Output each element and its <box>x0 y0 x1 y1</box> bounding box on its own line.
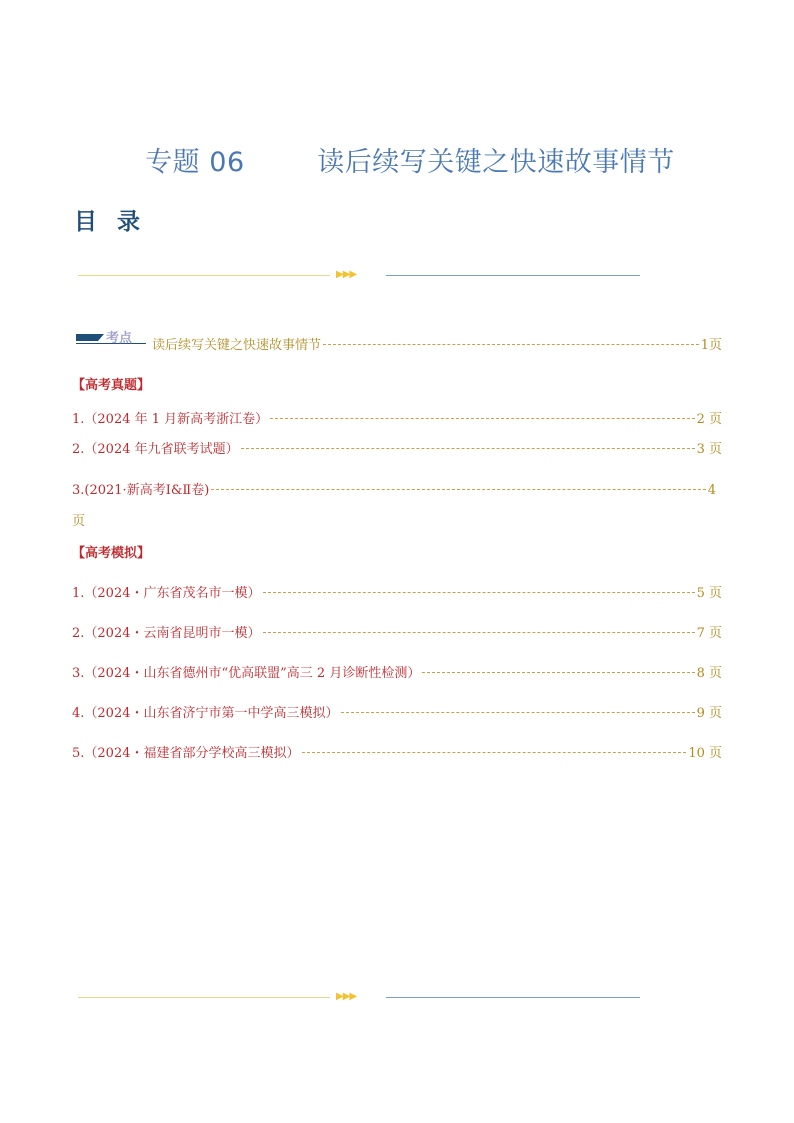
toc-entry-page: 1页 <box>700 338 722 353</box>
toc-entry-page-wrap: 页 <box>72 514 86 529</box>
divider-left-line <box>78 275 330 276</box>
toc-entry[interactable] <box>72 622 722 641</box>
badge-label: 考点 <box>106 331 133 346</box>
dotted-leader <box>270 418 694 419</box>
dotted-leader <box>263 592 695 593</box>
toc-entry-page: 10 页 <box>688 746 722 761</box>
top-divider <box>78 271 640 281</box>
toc-entry-page: 3 页 <box>696 442 722 457</box>
toc-entry-label: 1.（2024 年 1 月新高考浙江卷） <box>72 412 269 427</box>
section-header-mock-exam: 【高考模拟】 <box>72 546 151 561</box>
toc-entry-label: 3.(2021·新高考Ⅰ&Ⅱ卷) <box>72 483 210 498</box>
badge-triangle <box>98 334 104 341</box>
toc-entry-page: 4 <box>707 483 716 498</box>
toc-entry-label: 1.（2024・广东省茂名市一模） <box>72 586 261 601</box>
toc-entry-page: 7 页 <box>696 626 722 641</box>
toc-entry-label: 读后续写关键之快速故事情节 <box>152 338 322 353</box>
toc-entry-label: 2.（2024 年九省联考试题） <box>72 442 239 457</box>
bottom-divider <box>78 993 640 1003</box>
dotted-leader <box>241 448 695 449</box>
dotted-leader <box>302 752 687 753</box>
dotted-leader <box>422 672 694 673</box>
divider-right-line <box>386 275 640 276</box>
toc-entry[interactable] <box>72 408 722 427</box>
toc-entry[interactable] <box>72 479 722 498</box>
dotted-leader <box>341 712 695 713</box>
toc-entry-page: 2 页 <box>696 412 722 427</box>
toc-entry[interactable] <box>72 742 722 761</box>
toc-entry[interactable] <box>72 438 722 457</box>
toc-entry-label: 3.（2024・山东省德州市“优高联盟”高三 2 月诊断性检测） <box>72 666 421 681</box>
toc-heading: 目 录 <box>74 209 147 235</box>
page-title: 专题 06 读后续写关键之快速故事情节 <box>145 147 675 178</box>
dotted-leader <box>323 344 699 345</box>
toc-entry[interactable] <box>72 702 722 721</box>
divider-arrows-icon: ▶▶▶ <box>336 991 357 1002</box>
divider-right-line <box>386 997 640 998</box>
toc-entry-label: 2.（2024・云南省昆明市一模） <box>72 626 261 641</box>
badge-bar <box>76 334 98 341</box>
section-header-real-exam: 【高考真题】 <box>72 378 151 393</box>
toc-entry-label: 4.（2024・山东省济宁市第一中学高三模拟） <box>72 706 339 721</box>
divider-arrows-icon: ▶▶▶ <box>336 269 357 280</box>
kaodian-line <box>152 334 722 353</box>
toc-entry-kaodian[interactable] <box>74 330 722 354</box>
dotted-leader <box>263 632 695 633</box>
toc-entry[interactable] <box>72 662 722 681</box>
toc-entry-page: 8 页 <box>696 666 722 681</box>
toc-entry-label: 5.（2024・福建省部分学校高三模拟） <box>72 746 300 761</box>
divider-left-line <box>78 997 330 998</box>
toc-entry[interactable] <box>72 582 722 601</box>
toc-entry-page: 5 页 <box>696 586 722 601</box>
toc-entry-page: 9 页 <box>696 706 722 721</box>
kaodian-badge <box>74 330 146 346</box>
dotted-leader <box>211 489 705 490</box>
